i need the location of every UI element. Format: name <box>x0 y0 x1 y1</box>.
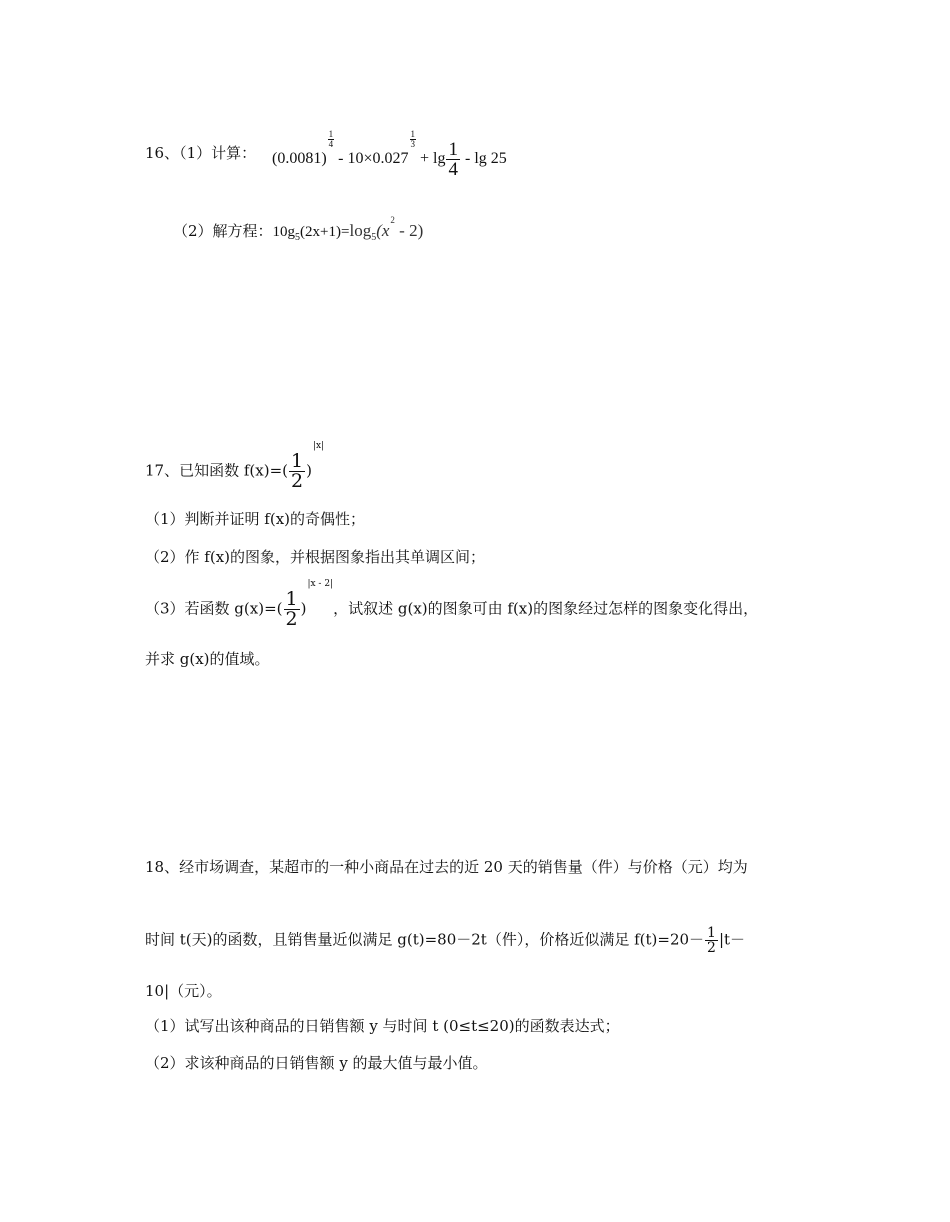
q17-part2: （2）作 f(x)的图象，并根据图象指出其单调区间； <box>145 548 486 566</box>
fraction-one-quarter: $\frac{1}{4}$ <box>448 139 458 180</box>
q18-line1: 18、经市场调查，某超市的一种小商品在过去的近 20 天的销售量（件）与价格（元）均为 <box>145 858 748 876</box>
exponent-fraction-1: $\frac{1}{4}$ <box>328 129 334 149</box>
q17-line1: 17、已知函数 f(x)=( $\frac{1}{2}$ )$^{|x|}$ <box>145 441 325 492</box>
q16-part2-label: （2）解方程： <box>173 222 273 240</box>
fraction-one-half-g: $\frac{1}{2}$ <box>285 588 298 630</box>
fraction-one-half-price: $\frac{1}{2}$ <box>707 925 716 956</box>
exponent-fraction-2: $\frac{1}{3}$ <box>410 129 416 149</box>
q18-part2: （2）求该种商品的日销售额 y 的最大值与最小值。 <box>145 1054 488 1072</box>
q16-label: 16、（1）计算： <box>145 144 257 162</box>
q16-expression: (0.0081) $\frac{1}{4}$ - 10×0.027 $\frac{1}{3}$ + lg $\frac{1}{4}$ - lg 25 <box>272 129 507 180</box>
q18-line2: 时间 t(天)的函数，且销售量近似满足 g(t)=80－2t（件），价格近似满足 f(t)=20－ $\frac{1}{2}$ |t－ <box>145 925 746 956</box>
q16-line2: （2）解方程：$10g_5(2x+1)=\log_5(x^2 - 2)$ <box>173 215 424 243</box>
q17-label: 17、已知函数 f(x)=( <box>145 461 288 480</box>
q17-part3-cont: 并求 g(x)的值域。 <box>145 650 270 668</box>
q16-line1 <box>145 146 256 161</box>
log-base5: $\log_5(x^2 - 2)$ <box>349 215 424 243</box>
q17-part1: （1）判断并证明 f(x)的奇偶性； <box>145 510 366 528</box>
fraction-one-half: $\frac{1}{2}$ <box>291 450 304 492</box>
q18-line3: 10|（元）。 <box>145 982 222 1000</box>
q18-part1: （1）试写出该种商品的日销售额 y 与时间 t (0≤t≤20)的函数表达式； <box>145 1017 620 1035</box>
q17-part3: （3）若函数 g(x)=( $\frac{1}{2}$ )$^{|x - 2|}$，试叙述 g(x)的图象可由 f(x)的图象经过怎样的图象变化得出， <box>145 579 759 630</box>
